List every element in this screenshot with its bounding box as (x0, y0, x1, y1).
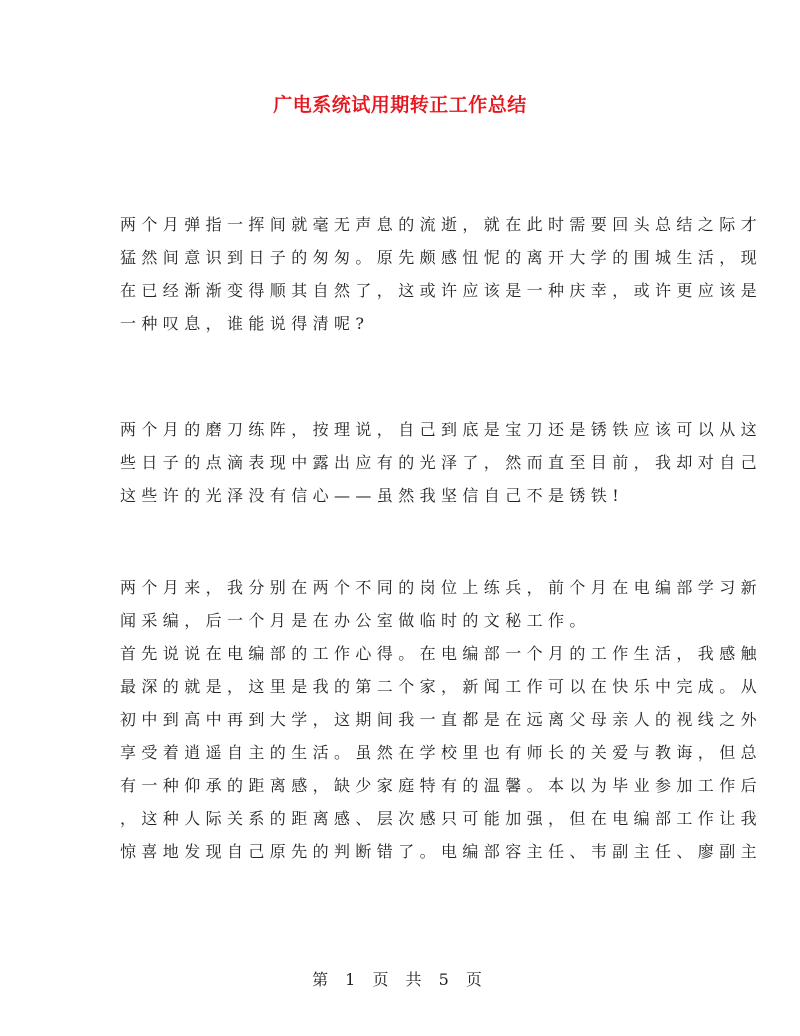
paragraph-1 (120, 208, 763, 340)
text-line: 猛然间意识到日子的匆匆。原先颇感忸怩的离开大学的围城生活，现 (120, 248, 763, 267)
text-line: 一种叹息，谁能说得清呢? (120, 314, 370, 333)
text-line: 两个月弹指一挥间就毫无声息的流逝，就在此时需要回头总结之际才 (120, 215, 763, 234)
paragraph-3 (120, 571, 763, 868)
paragraph-2 (120, 413, 763, 512)
text-line: 闻采编，后一个月是在办公室做临时的文秘工作。 (120, 611, 591, 630)
text-line: 两个月来，我分别在两个不同的岗位上练兵，前个月在电编部学习新 (120, 578, 763, 597)
text-line: 初中到高中再到大学，这期间我一直都是在远离父母亲人的视线之外 (120, 710, 763, 729)
text-line: 两个月的磨刀练阵，按理说，自己到底是宝刀还是锈铁应该可以从这 (120, 420, 763, 439)
text-line: 在已经渐渐变得顺其自然了，这或许应该是一种庆幸，或许更应该是 (120, 281, 763, 300)
text-line: 最深的就是，这里是我的第二个家，新闻工作可以在快乐中完成。从 (120, 677, 763, 696)
text-line: 些日子的点滴表现中露出应有的光泽了，然而直至目前，我却对自己 (120, 453, 763, 472)
text-line: 享受着逍遥自主的生活。虽然在学校里也有师长的关爱与教诲，但总 (120, 743, 763, 762)
document-title: 广电系统试用期转正工作总结 (273, 94, 527, 116)
text-line: 首先说说在电编部的工作心得。在电编部一个月的工作生活，我感触 (120, 644, 763, 663)
text-line: 这些许的光泽没有信心——虽然我坚信自己不是锈铁! (120, 486, 625, 505)
text-line: ，这种人际关系的距离感、层次感只可能加强，但在电编部工作让我 (120, 809, 763, 828)
text-line: 有一种仰承的距离感，缺少家庭特有的温馨。本以为毕业参加工作后 (120, 776, 763, 795)
page-footer: 第 1 页 共 5 页 (312, 970, 488, 989)
text-line: 惊喜地发现自己原先的判断错了。电编部容主任、韦副主任、廖副主 (120, 842, 763, 861)
